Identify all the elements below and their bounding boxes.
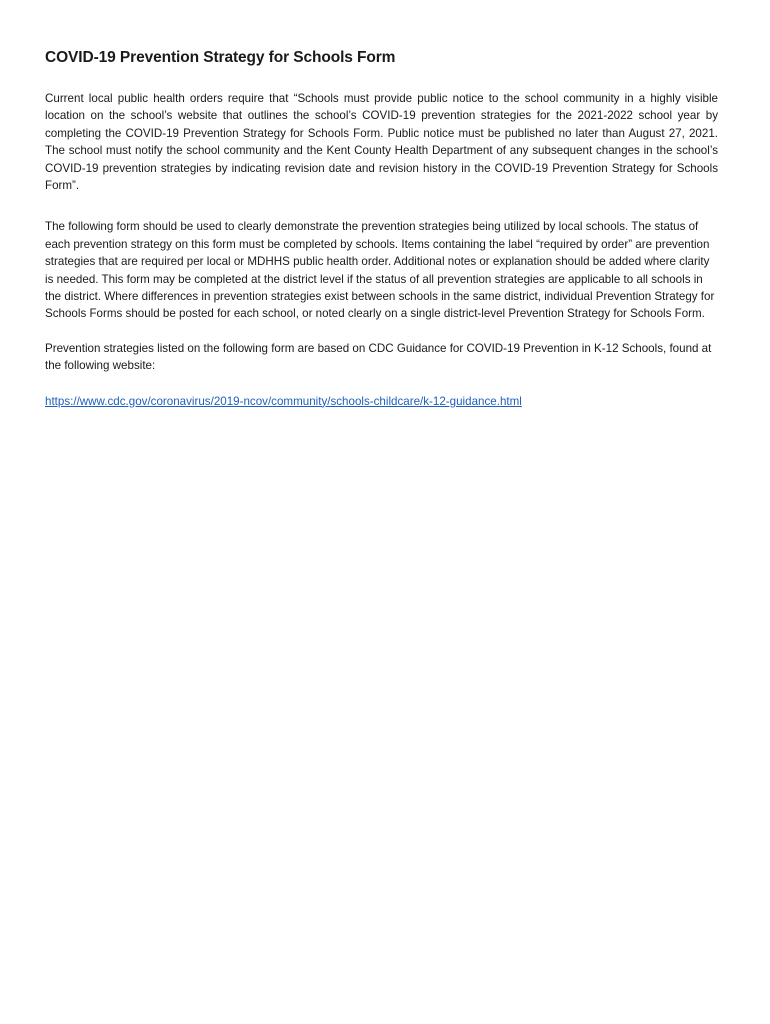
cdc-guidance-link[interactable]: https://www.cdc.gov/coronavirus/2019-ncov/community/schools-childcare/k-12-guidance.html <box>45 394 522 408</box>
form-usage-paragraph: The following form should be used to clearly demonstrate the prevention strategies being utilized by local schools. The status of each prevention strategy on this form must be completed by schools. Items containing the label “required by order” are prevention strategies that are required per local or MDHHS public health order. Additional notes or explanation should be added where clarity is needed. This form may be completed at the district level if the status of all prevention strategies are applicable to all schools in the district. Where differences in prevention strategies exist between schools in the same district, individual Prevention Strategy for Schools Forms should be posted for each school, or noted clearly on a single district-level Prevention Strategy for Schools Form. <box>45 220 715 321</box>
public-notice-paragraph: Current local public health orders require that “Schools must provide public notice to the school community in a highly visible location on the school’s website that outlines the school’s COVID-19 prevention strategies for the 2021-2022 school year by completing the COVID-19 Prevention Strategy for Schools Form. Public notice must be published no later than August 27, 2021. The school must notify the school community and the Kent County Health Department of any subsequent changes in the school’s COVID-19 prevention strategies by indicating revision date and revision history in the COVID-19 Prevention Strategy for Schools Form”. <box>45 92 718 193</box>
page-title: COVID-19 Prevention Strategy for Schools Form <box>45 49 396 66</box>
cdc-guidance-paragraph: Prevention strategies listed on the following form are based on CDC Guidance for COVID-19 Prevention in K-12 Schools, found at the following website: <box>45 341 712 373</box>
